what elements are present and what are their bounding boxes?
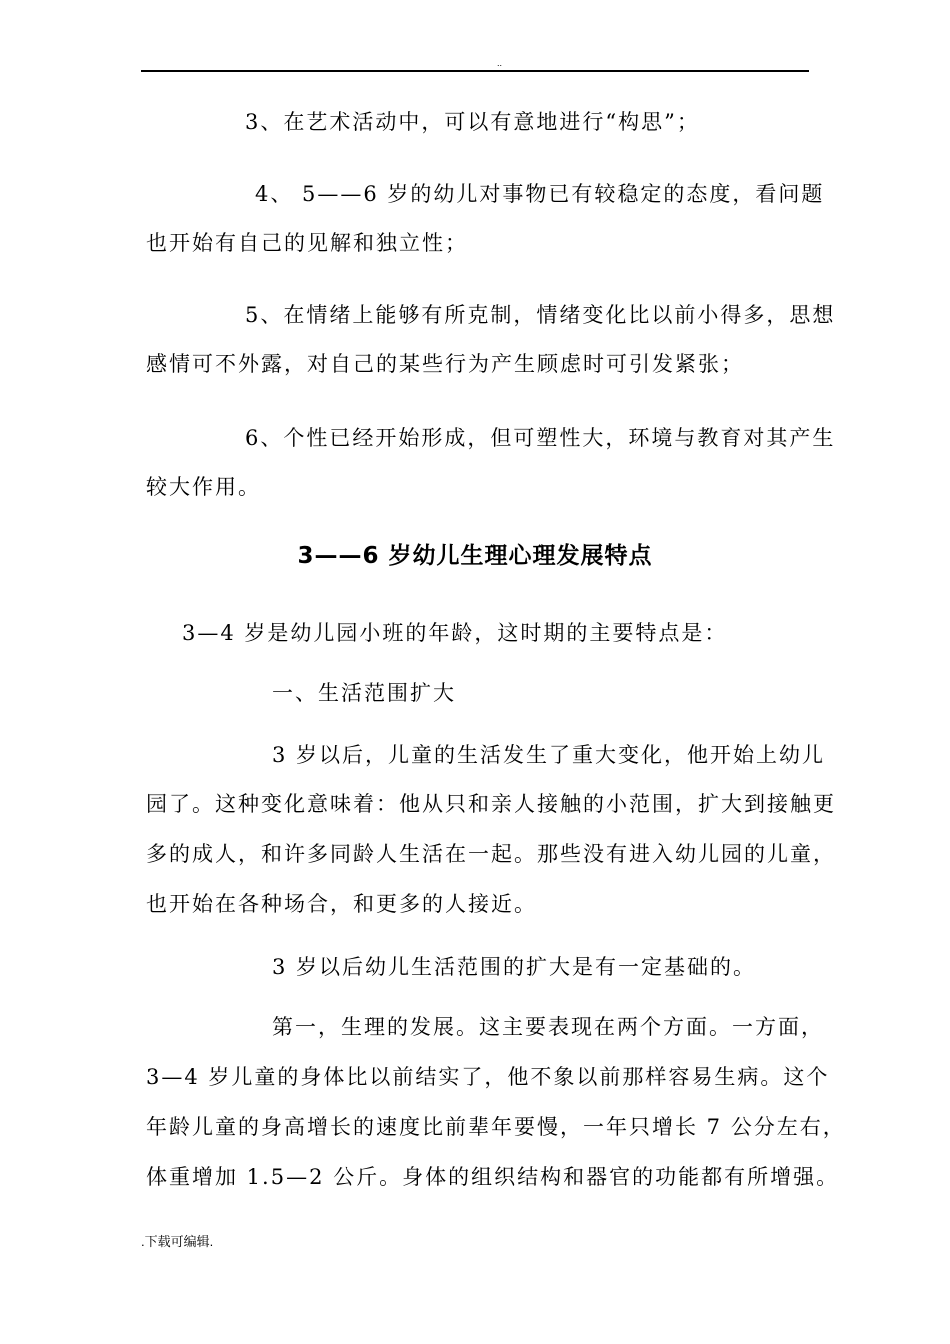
intro-line: 3—4 岁是幼儿园小班的年龄，这时期的主要特点是： <box>182 621 728 645</box>
body-para-3-line-3: 年龄儿童的身高增长的速度比前辈年要慢，一年只增长 7 公分左右， <box>146 1115 846 1139</box>
body-para-1-line-3: 多的成人，和许多同龄人生活在一起。那些没有进入幼儿园的儿童， <box>146 842 836 866</box>
section-title: 3——6 岁幼儿生理心理发展特点 <box>297 543 653 569</box>
body-para-3-line-1: 第一，生理的发展。这主要表现在两个方面。一方面， <box>272 1015 824 1039</box>
paragraph-5-line-1: 5、在情绪上能够有所克制，情绪变化比以前小得多，思想 <box>245 303 836 327</box>
subheading: 一、生活范围扩大 <box>272 681 456 705</box>
paragraph-6-line-1: 6、个性已经开始形成，但可塑性大，环境与教育对其产生 <box>245 426 836 450</box>
body-para-3-line-2: 3—4 岁儿童的身体比以前结实了，他不象以前那样容易生病。这个 <box>146 1065 830 1089</box>
body-para-3-line-4: 体重增加 1.5—2 公斤。身体的组织结构和器官的功能都有所增强。 <box>146 1165 840 1189</box>
header-rule <box>141 70 809 72</box>
paragraph-5-line-2: 感情可不外露，对自己的某些行为产生顾虑时可引发紧张； <box>146 352 744 376</box>
body-para-1-line-2: 园了。这种变化意味着：他从只和亲人接触的小范围，扩大到接触更 <box>146 792 836 816</box>
body-para-1-line-1: 3 岁以后，儿童的生活发生了重大变化，他开始上幼儿 <box>272 743 826 767</box>
paragraph-3-line-1: 3、在艺术活动中，可以有意地进行“构思”； <box>245 110 700 134</box>
body-para-1-line-4: 也开始在各种场合，和更多的人接近。 <box>146 892 537 916</box>
paragraph-4-line-1: 4、 5——6 岁的幼儿对事物已有较稳定的态度，看问题 <box>255 182 825 206</box>
body-para-2-line-1: 3 岁以后幼儿生活范围的扩大是有一定基础的。 <box>272 955 757 979</box>
paragraph-6-line-2: 较大作用。 <box>146 475 261 499</box>
footer-text: .下载可编辑. <box>141 1234 214 1249</box>
header-mark: .. <box>497 58 503 68</box>
paragraph-4-line-2: 也开始有自己的见解和独立性； <box>146 231 468 255</box>
